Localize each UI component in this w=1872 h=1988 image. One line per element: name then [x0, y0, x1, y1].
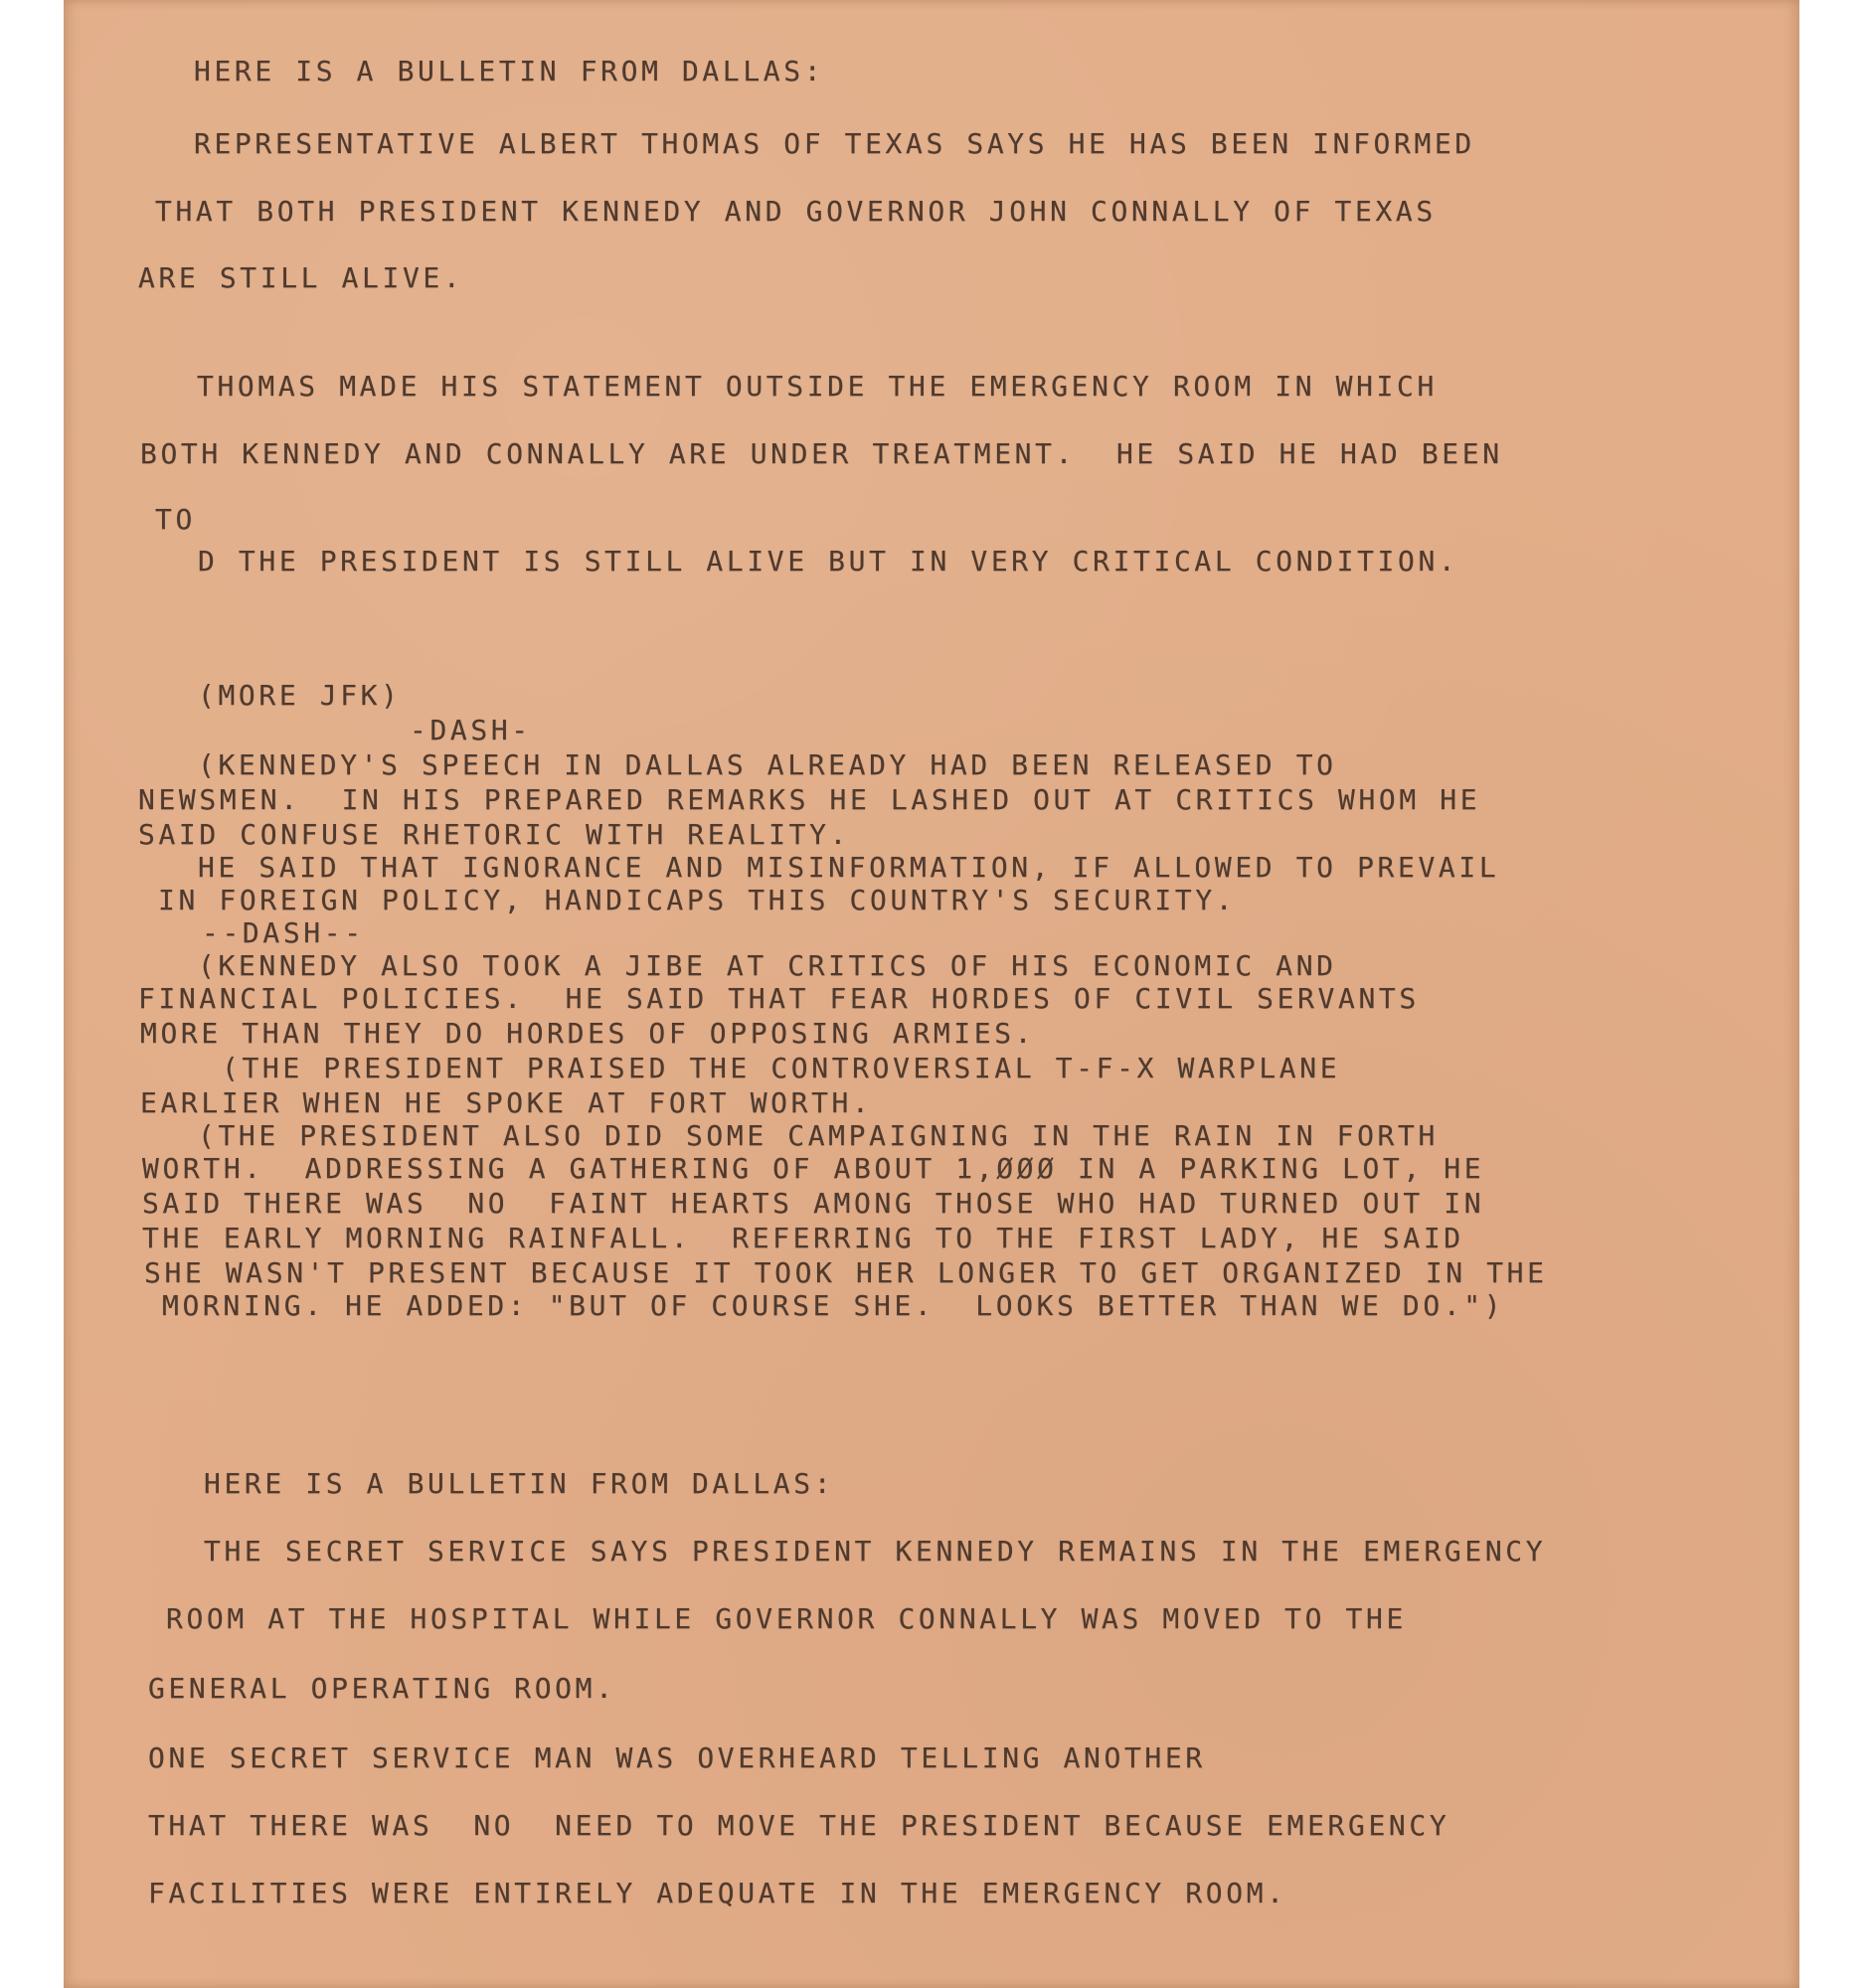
text-line: FACILITIES WERE ENTIRELY ADEQUATE IN THE EMERGENCY ROOM.: [148, 1877, 1287, 1909]
text-line: REPRESENTATIVE ALBERT THOMAS OF TEXAS SAYS HE HAS BEEN INFORMED: [194, 127, 1475, 160]
text-line: NEWSMEN. IN HIS PREPARED REMARKS HE LASHED OUT AT CRITICS WHOM HE: [138, 783, 1481, 816]
text-line: ONE SECRET SERVICE MAN WAS OVERHEARD TELLING ANOTHER: [148, 1741, 1206, 1774]
text-line: EARLIER WHEN HE SPOKE AT FORT WORTH.: [140, 1086, 873, 1119]
text-line: ROOM AT THE HOSPITAL WHILE GOVERNOR CONNALLY WAS MOVED TO THE: [166, 1602, 1407, 1635]
text-line: SAID THERE WAS NO FAINT HEARTS AMONG THOSE WHO HAD TURNED OUT IN: [142, 1187, 1485, 1220]
more-marker: (MORE JFK): [198, 679, 402, 712]
text-line: GENERAL OPERATING ROOM.: [148, 1672, 616, 1705]
dash-marker: -DASH-: [410, 714, 532, 746]
text-line: HE SAID THAT IGNORANCE AND MISINFORMATION, IF ALLOWED TO PREVAIL: [198, 851, 1500, 884]
text-line: WORTH. ADDRESSING A GATHERING OF ABOUT 1,ØØØ IN A PARKING LOT, HE: [142, 1152, 1485, 1185]
text-line: (THE PRESIDENT PRAISED THE CONTROVERSIAL T-F-X WARPLANE: [222, 1052, 1341, 1084]
text-line: FINANCIAL POLICIES. HE SAID THAT FEAR HORDES OF CIVIL SERVANTS: [138, 982, 1420, 1015]
text-line: D THE PRESIDENT IS STILL ALIVE BUT IN VERY CRITICAL CONDITION.: [198, 545, 1459, 578]
text-line: (THE PRESIDENT ALSO DID SOME CAMPAIGNING IN THE RAIN IN FORTH: [198, 1119, 1439, 1152]
text-line: MORE THAN THEY DO HORDES OF OPPOSING ARMIES.: [140, 1017, 1036, 1050]
bulletin-heading: HERE IS A BULLETIN FROM DALLAS:: [194, 55, 825, 87]
text-line: ARE STILL ALIVE.: [138, 261, 464, 294]
text-line: (KENNEDY'S SPEECH IN DALLAS ALREADY HAD BEEN RELEASED TO: [198, 748, 1337, 781]
text-line: (KENNEDY ALSO TOOK A JIBE AT CRITICS OF HIS ECONOMIC AND: [198, 949, 1337, 982]
text-line: THE SECRET SERVICE SAYS PRESIDENT KENNEDY REMAINS IN THE EMERGENCY: [204, 1535, 1547, 1568]
text-line: THAT THERE WAS NO NEED TO MOVE THE PRESIDENT BECAUSE EMERGENCY: [148, 1809, 1450, 1842]
text-line: THAT BOTH PRESIDENT KENNEDY AND GOVERNOR JOHN CONNALLY OF TEXAS: [155, 195, 1437, 228]
text-line: THE EARLY MORNING RAINFALL. REFERRING TO THE FIRST LADY, HE SAID: [142, 1222, 1464, 1254]
text-line: BOTH KENNEDY AND CONNALLY ARE UNDER TREATMENT. HE SAID HE HAD BEEN: [140, 437, 1503, 470]
text-line: THOMAS MADE HIS STATEMENT OUTSIDE THE EMERGENCY ROOM IN WHICH: [197, 370, 1438, 403]
text-line: SHE WASN'T PRESENT BECAUSE IT TOOK HER LONGER TO GET ORGANIZED IN THE: [144, 1256, 1548, 1289]
bulletin-heading: HERE IS A BULLETIN FROM DALLAS:: [204, 1467, 835, 1500]
dash-marker: --DASH--: [202, 916, 365, 949]
text-line: IN FOREIGN POLICY, HANDICAPS THIS COUNTRY'S SECURITY.: [158, 884, 1237, 916]
text-line: SAID CONFUSE RHETORIC WITH REALITY.: [138, 818, 851, 851]
text-line: TO: [155, 503, 196, 536]
text-line: MORNING. HE ADDED: "BUT OF COURSE SHE. LOOKS BETTER THAN WE DO."): [162, 1289, 1505, 1322]
